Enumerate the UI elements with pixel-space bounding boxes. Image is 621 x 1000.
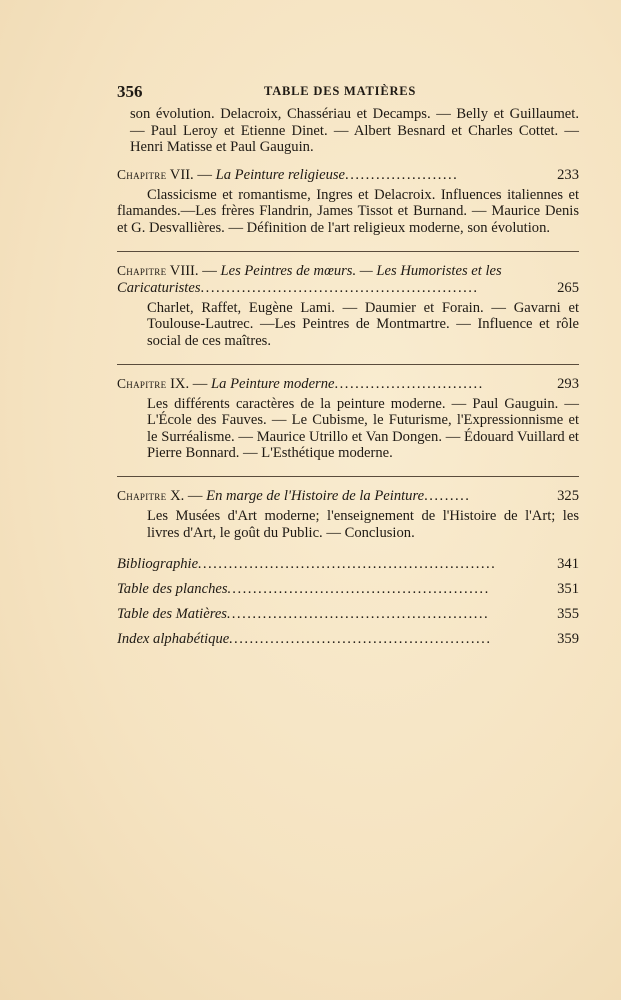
chapter-number: VII. —	[169, 166, 212, 183]
dot-leader: ...................................................	[227, 605, 490, 622]
entry-title: Bibliographie	[117, 555, 199, 572]
chapter-title: La Peinture religieuse	[215, 166, 346, 183]
chapter-heading	[117, 487, 579, 505]
back-matter-entry	[117, 581, 579, 598]
intro-text: son évolution. Delacroix, Chassériau et Decamps. — Belly et Guillaumet. — Paul Leroy et Etienne Dinet. — Albert Besnard et Charles Cottet. — Henri Matisse et Paul Gauguin.	[130, 106, 579, 155]
entry-title: Index alphabétique	[117, 630, 230, 647]
dot-leader: .........	[424, 488, 471, 505]
entry-page: 355	[557, 605, 579, 622]
entry-page: 341	[557, 555, 579, 572]
divider	[117, 364, 579, 365]
running-title: TABLE DES MATIÈRES	[264, 84, 417, 98]
chapter-title: En marge de l'Histoire de la Peinture	[206, 488, 425, 505]
chapter-word: Chapitre	[117, 375, 167, 391]
page-header	[117, 80, 579, 106]
chapter-number: X. —	[170, 488, 203, 505]
chapter-entry	[117, 375, 579, 478]
dot-leader: ...................................................	[227, 580, 491, 597]
chapter-summary: Charlet, Raffet, Eugène Lami. — Daumier et Forain. — Gavarni et Toulouse-Lautrec. —Les Peintres de Montmartre. — Influence et rôle social de ces maîtres.	[147, 299, 579, 349]
dot-leader: ...................................................	[229, 630, 492, 647]
entry-title: Table des Matières	[117, 605, 227, 622]
chapter-heading	[117, 375, 579, 393]
back-matter-entry	[117, 606, 579, 623]
dot-leader: ......................................................	[200, 279, 479, 296]
chapter-summary: Classicisme et romantisme, Ingres et Delacroix. Influences italiennes et flamandes.—Les frères Flandrin, James Tissot et Burnand. — Maurice Denis et G. Desvallières. — Définition de l'art religieux moderne, son évolution.	[117, 186, 579, 236]
toc-page	[117, 80, 579, 656]
divider	[117, 251, 579, 252]
chapter-summary: Les Musées d'Art moderne; l'enseignement de l'Histoire de l'Art; les livres d'Art, le goût du Public. — Conclusion.	[147, 508, 579, 541]
back-matter	[117, 556, 579, 648]
chapter-page: 325	[557, 488, 579, 505]
chapter-title: Les Peintres de mœurs. — Les Humoristes et les Caricaturistes	[117, 262, 502, 296]
chapter-word: Chapitre	[117, 166, 167, 182]
entry-page: 359	[557, 630, 579, 647]
chapter-number: IX. —	[170, 375, 208, 392]
chapter-summary: Les différents caractères de la peinture moderne. — Paul Gauguin. — L'École des Fauves. — Le Cubisme, le Futurisme, l'Expressionnisme et le Surréalisme. — Maurice Utrillo et Van Dongen. — Édouard Vuillard et Pierre Bonnard. — L'Esthétique moderne.	[147, 395, 579, 462]
chapter-entry	[117, 166, 579, 252]
dot-leader: ......................	[345, 166, 459, 183]
back-matter-entry	[117, 631, 579, 648]
chapter-page: 293	[557, 375, 579, 392]
back-matter-entry	[117, 556, 579, 573]
chapter-word: Chapitre	[117, 262, 167, 278]
page-number: 356	[117, 82, 143, 101]
chapter-title: La Peinture moderne	[211, 375, 335, 392]
dot-leader: ..........................................................	[198, 555, 497, 572]
entry-page: 351	[557, 580, 579, 597]
chapter-heading	[117, 262, 579, 297]
chapter-entry	[117, 487, 579, 541]
chapter-number: VIII. —	[169, 262, 217, 279]
chapter-heading	[117, 166, 579, 184]
chapter-word: Chapitre	[117, 488, 167, 504]
entry-title: Table des planches	[117, 580, 228, 597]
chapter-page: 265	[557, 279, 579, 296]
divider	[117, 476, 579, 477]
chapter-entry	[117, 262, 579, 365]
chapter-page: 233	[557, 166, 579, 183]
dot-leader: .............................	[334, 375, 484, 392]
